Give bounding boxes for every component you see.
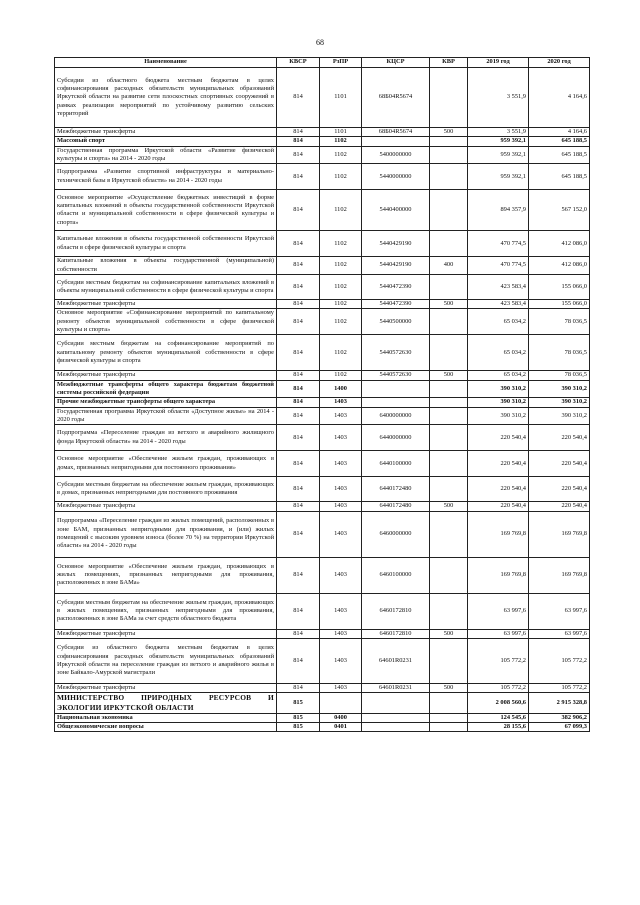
row-name-cell: Основное мероприятие «Обеспечение жильем граждан, проживающих в жилых помещениях, признанных непригодными для проживания, расположенных в зоне БАМа» [55,557,277,593]
row-rzpr-cell: 0400 [320,713,362,722]
table-row [55,713,590,722]
row-kvr-cell [430,164,468,190]
row-name-cell: Капитальные вложения в объекты государственной (муниципальной) собственности [55,257,277,275]
row-rzpr-cell: 1403 [320,593,362,629]
table-row [55,502,590,511]
row-name-cell: Межбюджетные трансферты общего характера бюджетам бюджетной системы российской федерации [55,380,277,398]
row-name-cell: Государственная программа Иркутской области «Доступное жилье» на 2014 - 2020 годы [55,407,277,425]
row-name-cell: Субсидии местным бюджетам на обеспечение жильем граждан, проживающих в жилых помещениях, признанных непригодными для проживания, расположенных в зоне БАМа за счет средств областного бюджета [55,593,277,629]
row-kvsr-cell: 814 [277,407,320,425]
row-kvr-cell [430,593,468,629]
col-header-rzpr: РзПР [320,58,362,68]
row-kvsr-cell: 814 [277,638,320,683]
row-kvr-cell [430,693,468,713]
row-2019-cell: 2 008 560,6 [468,693,529,713]
row-kcsr-cell: 6400000000 [362,407,430,425]
row-rzpr-cell: 1101 [320,128,362,137]
table-row [55,693,590,713]
row-rzpr-cell: 1101 [320,68,362,128]
row-2020-cell: 567 152,0 [529,190,590,231]
row-kvsr-cell: 814 [277,128,320,137]
row-2019-cell: 124 545,6 [468,713,529,722]
row-2020-cell: 105 772,2 [529,683,590,692]
row-2020-cell: 155 066,0 [529,274,590,299]
row-name-cell: Субсидии местным бюджетам на софинансирование капитальных вложений в объекты муниципальной собственности в сфере физической культуры и спорта [55,274,277,299]
row-2020-cell: 220 540,4 [529,477,590,502]
row-name-cell: Межбюджетные трансферты [55,371,277,380]
budget-table [54,57,590,732]
row-kvsr-cell: 814 [277,257,320,275]
table-row [55,511,590,557]
row-kvsr-cell: 814 [277,511,320,557]
row-2019-cell: 470 774,5 [468,257,529,275]
row-kvsr-cell: 814 [277,502,320,511]
row-2019-cell: 3 551,9 [468,68,529,128]
row-kcsr-cell: 68Б04R5674 [362,128,430,137]
table-row [55,477,590,502]
row-name-cell: Национальная экономика [55,713,277,722]
row-2020-cell: 169 769,8 [529,511,590,557]
table-row [55,231,590,257]
row-name-cell: Основное мероприятие «Софинансирование мероприятий по капитальному ремонту объектов муниципальной собственности в сфере физической культуры и спорта» [55,309,277,335]
col-header-name: Наименование [55,58,277,68]
row-kvsr-cell: 814 [277,335,320,371]
row-2020-cell: 390 310,2 [529,407,590,425]
row-kcsr-cell: 68Б04R5674 [362,68,430,128]
row-2019-cell: 65 034,2 [468,309,529,335]
row-rzpr-cell: 1102 [320,274,362,299]
row-kvsr-cell: 814 [277,68,320,128]
row-2020-cell: 78 036,5 [529,309,590,335]
row-2020-cell: 4 164,6 [529,128,590,137]
row-kcsr-cell [362,713,430,722]
row-kcsr-cell: 6460000000 [362,511,430,557]
row-kcsr-cell [362,380,430,398]
row-2020-cell: 63 997,6 [529,593,590,629]
row-kcsr-cell: 6440172480 [362,502,430,511]
row-kvr-cell [430,137,468,146]
row-rzpr-cell: 1403 [320,557,362,593]
row-kcsr-cell: 6460100000 [362,557,430,593]
col-header-kvsr: КВСР [277,58,320,68]
row-2019-cell: 390 310,2 [468,380,529,398]
row-kvsr-cell: 814 [277,164,320,190]
table-row [55,128,590,137]
row-2020-cell: 645 188,5 [529,137,590,146]
col-header-2020: 2020 год [529,58,590,68]
row-rzpr-cell: 1102 [320,137,362,146]
table-row [55,146,590,164]
table-row [55,398,590,407]
row-kvsr-cell: 814 [277,309,320,335]
row-2019-cell: 220 540,4 [468,425,529,451]
row-rzpr-cell: 1403 [320,398,362,407]
row-2019-cell: 470 774,5 [468,231,529,257]
row-2020-cell: 155 066,0 [529,299,590,308]
table-row [55,309,590,335]
table-row [55,371,590,380]
row-kvsr-cell: 814 [277,629,320,638]
row-2019-cell: 28 155,6 [468,722,529,731]
row-name-cell: Капитальные вложения в объекты государственной собственности Иркутской области в сфере физической культуры и спорта [55,231,277,257]
row-name-cell: Подпрограмма «Развитие спортивной инфраструктуры и материально- технической базы в Иркутской области» на 2014 - 2020 годы [55,164,277,190]
table-row [55,407,590,425]
row-rzpr-cell: 1403 [320,629,362,638]
row-kvsr-cell: 814 [277,398,320,407]
row-name-cell: Межбюджетные трансферты [55,683,277,692]
row-rzpr-cell: 1102 [320,257,362,275]
row-kvr-cell [430,713,468,722]
row-kvr-cell [430,335,468,371]
row-name-cell: Межбюджетные трансферты [55,629,277,638]
page-number: 68 [316,38,324,47]
row-2020-cell: 220 540,4 [529,502,590,511]
row-2020-cell: 412 086,0 [529,257,590,275]
row-kvr-cell [430,309,468,335]
row-name-cell: Основное мероприятие «Обеспечение жильем граждан, проживающих в домах, признанных непригодными для постоянного проживания» [55,451,277,477]
row-rzpr-cell: 1102 [320,231,362,257]
row-2020-cell: 4 164,6 [529,68,590,128]
row-2020-cell: 382 906,2 [529,713,590,722]
row-kvsr-cell: 814 [277,451,320,477]
row-kvr-cell [430,407,468,425]
row-2019-cell: 220 540,4 [468,477,529,502]
row-kcsr-cell [362,693,430,713]
row-kvr-cell [430,477,468,502]
row-kcsr-cell: 5440472390 [362,274,430,299]
row-kcsr-cell: 5440572630 [362,371,430,380]
row-name-cell: Межбюджетные трансферты [55,128,277,137]
table-row [55,593,590,629]
row-2019-cell: 169 769,8 [468,511,529,557]
row-kvsr-cell: 814 [277,380,320,398]
row-2020-cell: 390 310,2 [529,380,590,398]
row-2019-cell: 105 772,2 [468,683,529,692]
row-rzpr-cell: 1102 [320,371,362,380]
row-kcsr-cell: 6440000000 [362,425,430,451]
row-kcsr-cell: 5440400000 [362,190,430,231]
row-kvsr-cell: 814 [277,274,320,299]
row-2019-cell: 959 392,1 [468,164,529,190]
row-kvr-cell [430,274,468,299]
row-name-cell: Субсидии местным бюджетам на обеспечение жильем граждан, проживающих в домах, признанных непригодными для постоянного проживания [55,477,277,502]
row-2020-cell: 220 540,4 [529,451,590,477]
row-2019-cell: 390 310,2 [468,407,529,425]
table-row [55,451,590,477]
row-name-cell: Прочие межбюджетные трансферты общего характера [55,398,277,407]
row-2020-cell: 412 086,0 [529,231,590,257]
table-row [55,299,590,308]
row-2020-cell: 169 769,8 [529,557,590,593]
row-kcsr-cell: 5440429190 [362,257,430,275]
row-name-cell: Межбюджетные трансферты [55,502,277,511]
row-kcsr-cell [362,398,430,407]
col-header-2019: 2019 год [468,58,529,68]
row-2019-cell: 63 997,6 [468,593,529,629]
row-kvr-cell [430,638,468,683]
row-rzpr-cell: 1102 [320,309,362,335]
row-kvr-cell: 400 [430,257,468,275]
row-kvr-cell [430,231,468,257]
row-2020-cell: 105 772,2 [529,638,590,683]
row-rzpr-cell: 1403 [320,638,362,683]
row-2020-cell: 63 997,6 [529,629,590,638]
row-2019-cell: 65 034,2 [468,371,529,380]
row-kcsr-cell: 5440572630 [362,335,430,371]
row-2020-cell: 78 036,5 [529,335,590,371]
row-name-cell: Основное мероприятие «Осуществление бюджетных инвестиций в форме капитальных вложений в объекты государственной собственности Иркутской области и муниципальной собственности в сфере физической культуры и спорта» [55,190,277,231]
row-kcsr-cell: 6460172810 [362,593,430,629]
row-2019-cell: 959 392,1 [468,137,529,146]
row-kvr-cell [430,557,468,593]
row-kcsr-cell: 64601R0231 [362,638,430,683]
table-row [55,257,590,275]
row-name-cell: Субсидии из областного бюджета местным бюджетам в целях софинансирования расходных обязательств муниципальных образований Иркутской области на переселение граждан из ветхого и аварийного жилья в зоне Байкало-Амурской магистрали [55,638,277,683]
row-kvr-cell [430,722,468,731]
row-2019-cell: 65 034,2 [468,335,529,371]
table-row [55,137,590,146]
row-2020-cell: 390 310,2 [529,398,590,407]
row-name-cell: Субсидии местным бюджетам на софинансирование мероприятий по капитальному ремонту объектов муниципальной собственности в сфере физической культуры и спорта [55,335,277,371]
table-row [55,335,590,371]
row-rzpr-cell: 1102 [320,299,362,308]
row-2020-cell: 78 036,5 [529,371,590,380]
table-row [55,638,590,683]
row-kvr-cell [430,451,468,477]
row-name-cell: Межбюджетные трансферты [55,299,277,308]
row-kvsr-cell: 814 [277,299,320,308]
row-kvr-cell [430,398,468,407]
row-name-cell: Субсидии из областного бюджета местным бюджетам в целях софинансирования расходных обязательств муниципальных образований Иркутской области на развитие сети плоскостных спортивных сооружений в рамках реализации мероприятий по устойчивому развитию сельских территорий [55,68,277,128]
table-row [55,68,590,128]
row-kvsr-cell: 814 [277,371,320,380]
row-2019-cell: 3 551,9 [468,128,529,137]
row-kvr-cell [430,190,468,231]
row-kvsr-cell: 815 [277,722,320,731]
row-kvr-cell: 500 [430,371,468,380]
row-rzpr-cell [320,693,362,713]
row-2019-cell: 63 997,6 [468,629,529,638]
row-kvsr-cell: 814 [277,477,320,502]
row-rzpr-cell: 1400 [320,380,362,398]
row-2019-cell: 894 357,9 [468,190,529,231]
row-2019-cell: 959 392,1 [468,146,529,164]
row-kvr-cell [430,380,468,398]
row-kvsr-cell: 814 [277,190,320,231]
table-row [55,164,590,190]
row-kcsr-cell: 5440500000 [362,309,430,335]
col-header-kcsr: КЦСР [362,58,430,68]
row-2019-cell: 105 772,2 [468,638,529,683]
row-rzpr-cell: 1403 [320,451,362,477]
row-kcsr-cell: 5400000000 [362,146,430,164]
row-kvr-cell: 500 [430,299,468,308]
table-row [55,683,590,692]
row-rzpr-cell: 1403 [320,683,362,692]
row-kvsr-cell: 814 [277,683,320,692]
row-kcsr-cell: 5440000000 [362,164,430,190]
row-name-cell: Государственная программа Иркутской области «Развитие физической культуры и спорта» на 2014 - 2020 годы [55,146,277,164]
row-kvr-cell: 500 [430,683,468,692]
row-rzpr-cell: 1403 [320,511,362,557]
row-kcsr-cell: 5440472390 [362,299,430,308]
row-name-cell: Подпрограмма «Переселение граждан из жилых помещений, расположенных в зоне БАМ, признанных непригодными для проживания, и (или) жилых помещений с высоким уровнем износа (более 70 %) на территории Иркутской области» на 2014 - 2020 годы [55,511,277,557]
row-rzpr-cell: 1403 [320,477,362,502]
table-row [55,557,590,593]
row-kvsr-cell: 814 [277,593,320,629]
row-kvr-cell [430,68,468,128]
row-kvr-cell: 500 [430,502,468,511]
row-kvsr-cell: 814 [277,137,320,146]
table-row [55,380,590,398]
row-kcsr-cell: 6440100000 [362,451,430,477]
table-row [55,629,590,638]
row-2020-cell: 220 540,4 [529,425,590,451]
row-kvsr-cell: 815 [277,693,320,713]
row-rzpr-cell: 1403 [320,425,362,451]
row-rzpr-cell: 1102 [320,146,362,164]
row-kcsr-cell: 64601R0231 [362,683,430,692]
row-kcsr-cell [362,722,430,731]
row-kcsr-cell [362,137,430,146]
row-name-cell: МИНИСТЕРСТВО ПРИРОДНЫХ РЕСУРСОВ И ЭКОЛОГИИ ИРКУТСКОЙ ОБЛАСТИ [55,693,277,713]
row-rzpr-cell: 1102 [320,164,362,190]
row-2020-cell: 67 099,3 [529,722,590,731]
row-kvsr-cell: 814 [277,425,320,451]
row-2020-cell: 645 188,5 [529,164,590,190]
row-kcsr-cell: 6460172810 [362,629,430,638]
row-kvsr-cell: 814 [277,146,320,164]
row-kvsr-cell: 814 [277,557,320,593]
row-rzpr-cell: 1102 [320,335,362,371]
row-name-cell: Массовый спорт [55,137,277,146]
row-kvr-cell [430,425,468,451]
row-kcsr-cell: 5440429190 [362,231,430,257]
col-header-kvr: КВР [430,58,468,68]
row-2019-cell: 390 310,2 [468,398,529,407]
row-2019-cell: 423 583,4 [468,299,529,308]
row-rzpr-cell: 0401 [320,722,362,731]
row-2020-cell: 645 188,5 [529,146,590,164]
row-2019-cell: 220 540,4 [468,502,529,511]
row-name-cell: Подпрограмма «Переселение граждан из ветхого и аварийного жилищного фонда Иркутской области» на 2014 - 2020 годы [55,425,277,451]
row-kvr-cell: 500 [430,128,468,137]
row-rzpr-cell: 1403 [320,502,362,511]
header-row [55,58,590,68]
row-2019-cell: 220 540,4 [468,451,529,477]
row-rzpr-cell: 1403 [320,407,362,425]
row-rzpr-cell: 1102 [320,190,362,231]
table-row [55,425,590,451]
row-2020-cell: 2 915 328,8 [529,693,590,713]
row-kvr-cell [430,511,468,557]
row-kcsr-cell: 6440172480 [362,477,430,502]
row-kvr-cell: 500 [430,629,468,638]
row-kvsr-cell: 814 [277,231,320,257]
table-row [55,274,590,299]
row-name-cell: Общеэкономические вопросы [55,722,277,731]
row-2019-cell: 169 769,8 [468,557,529,593]
row-kvsr-cell: 815 [277,713,320,722]
row-kvr-cell [430,146,468,164]
table-row [55,722,590,731]
row-2019-cell: 423 583,4 [468,274,529,299]
table-row [55,190,590,231]
